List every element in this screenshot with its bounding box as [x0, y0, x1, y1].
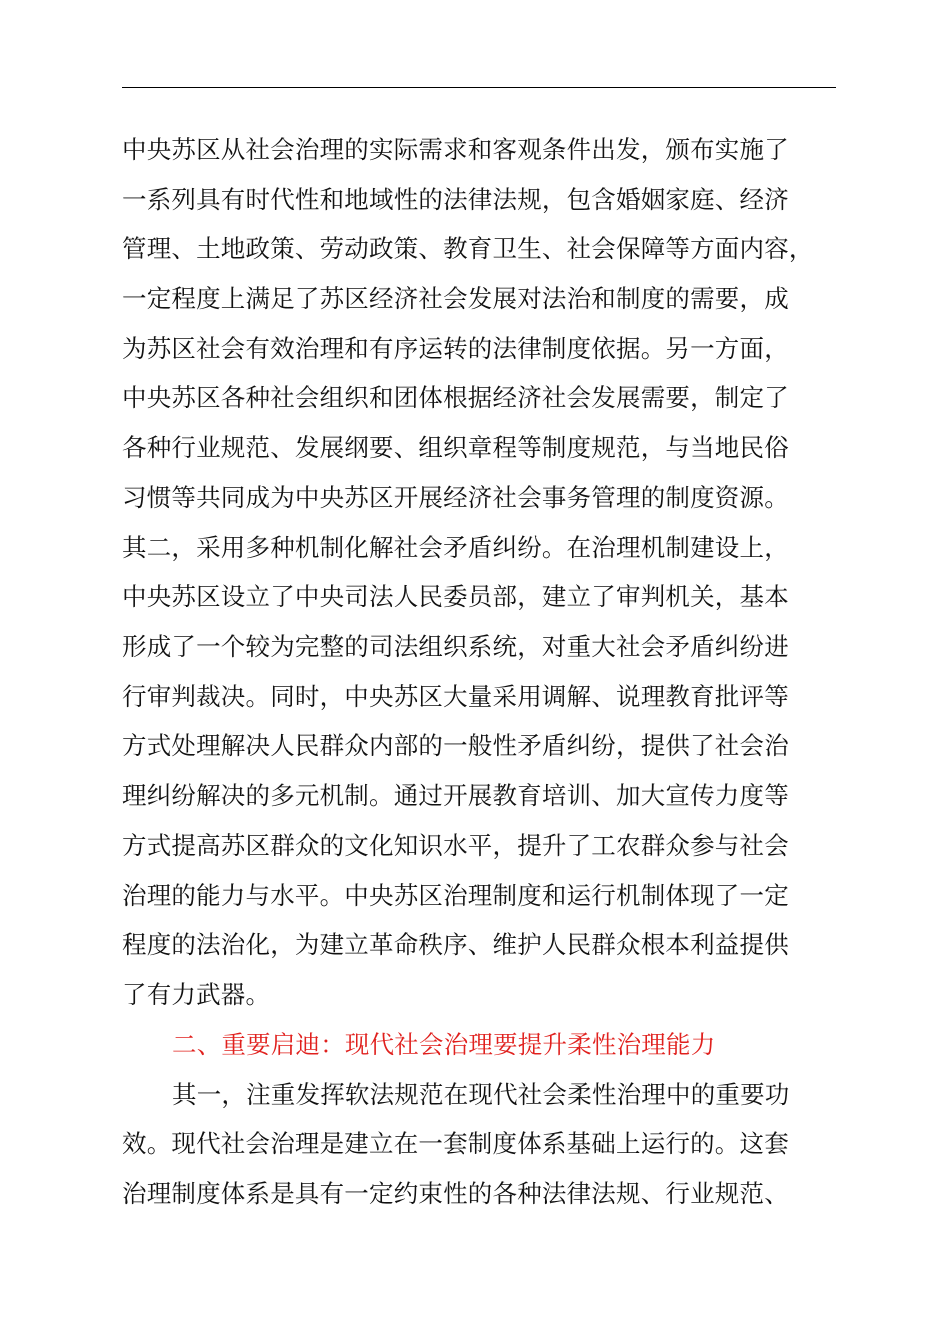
body-line-8: 习惯等共同成为中央苏区开展经济社会事务管理的制度资源。 [122, 483, 789, 512]
body-line-4: 一定程度上满足了苏区经济社会发展对法治和制度的需要，成 [122, 284, 789, 313]
section-line-3: 治理制度体系是具有一定约束性的各种法律法规、行业规范、 [122, 1179, 789, 1208]
body-line-7: 各种行业规范、发展纲要、组织章程等制度规范，与当地民俗 [122, 433, 789, 462]
body-line-1: 中央苏区从社会治理的实际需求和客观条件出发，颁布实施了 [122, 135, 789, 164]
section-line-1: 其一，注重发挥软法规范在现代社会柔性治理中的重要功 [172, 1080, 790, 1109]
body-line-5: 为苏区社会有效治理和有序运转的法律制度依据。另一方面， [122, 334, 789, 363]
body-line-18: 了有力武器。 [122, 980, 271, 1009]
body-line-16: 治理的能力与水平。中央苏区治理制度和运行机制体现了一定 [122, 881, 789, 910]
body-line-13: 方式处理解决人民群众内部的一般性矛盾纠纷，提供了社会治 [122, 731, 789, 760]
body-line-3: 管理、土地政策、劳动政策、教育卫生、社会保障等方面内容， [122, 234, 814, 263]
body-line-6: 中央苏区各种社会组织和团体根据经济社会发展需要，制定了 [122, 383, 789, 412]
section-line-2: 效。现代社会治理是建立在一套制度体系基础上运行的。这套 [122, 1129, 789, 1158]
body-line-14: 理纠纷解决的多元机制。通过开展教育培训、加大宣传力度等 [122, 781, 789, 810]
body-line-2: 一系列具有时代性和地域性的法律法规，包含婚姻家庭、经济 [122, 185, 789, 214]
body-line-17: 程度的法治化，为建立革命秩序、维护人民群众根本利益提供 [122, 930, 789, 959]
body-line-9: 其二，采用多种机制化解社会矛盾纠纷。在治理机制建设上， [122, 533, 789, 562]
body-line-12: 行审判裁决。同时，中央苏区大量采用调解、说理教育批评等 [122, 682, 789, 711]
body-line-15: 方式提高苏区群众的文化知识水平，提升了工农群众参与社会 [122, 831, 789, 860]
body-line-10: 中央苏区设立了中央司法人民委员部，建立了审判机关，基本 [122, 582, 789, 611]
body-line-11: 形成了一个较为完整的司法组织系统，对重大社会矛盾纠纷进 [122, 632, 789, 661]
section-heading: 二、重要启迪：现代社会治理要提升柔性治理能力 [172, 1030, 716, 1059]
